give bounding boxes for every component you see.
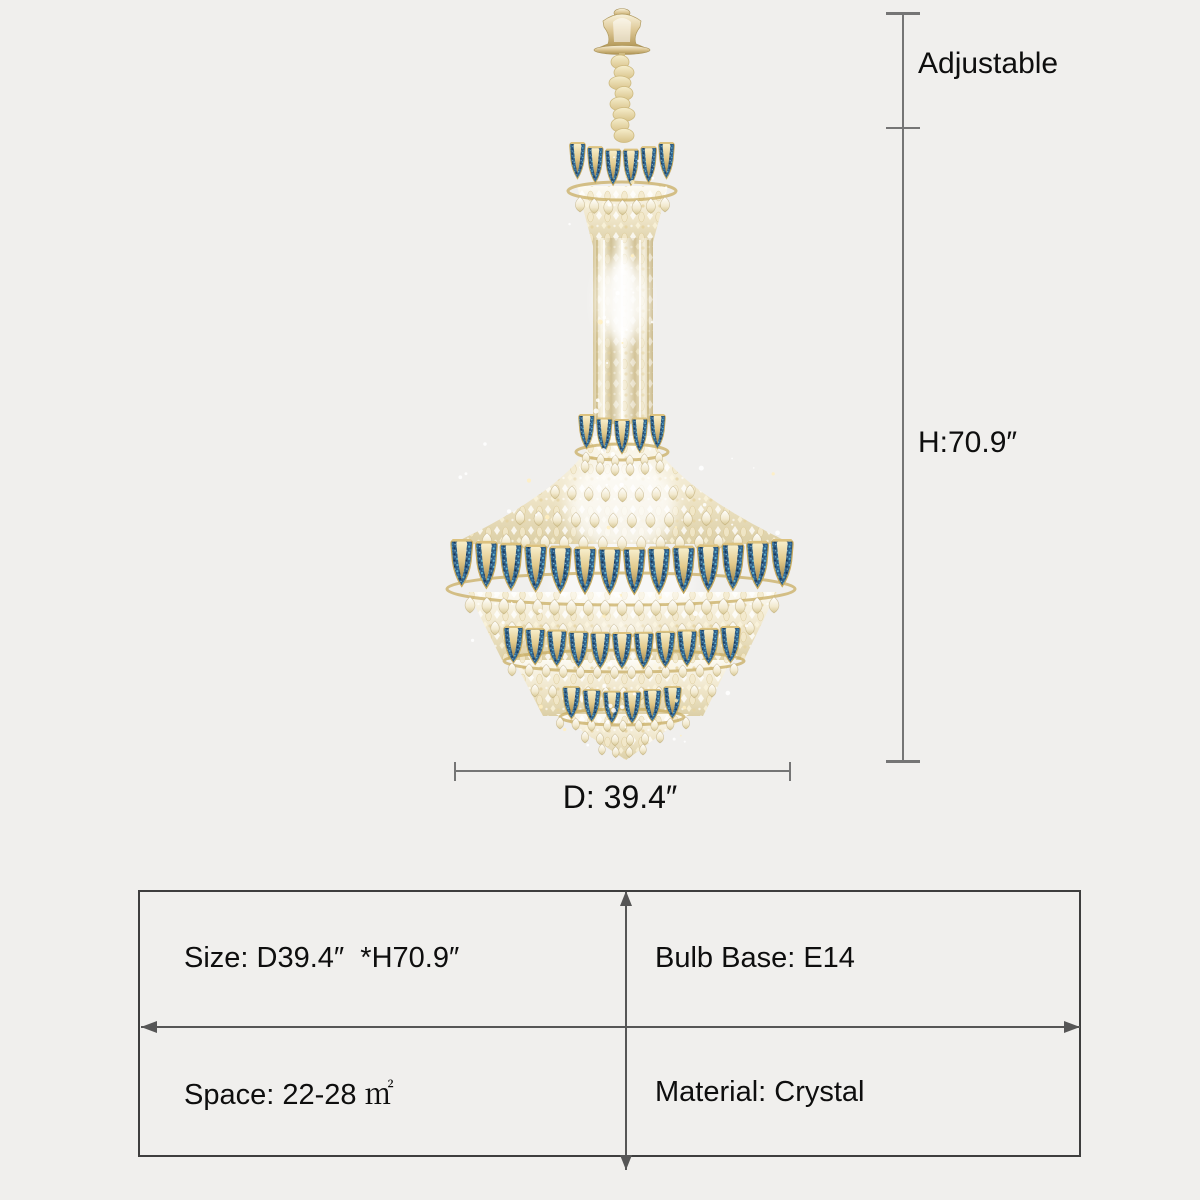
spec-cell-space: Space: 22-28 ㎡ <box>184 1079 394 1111</box>
height-dimension-line <box>902 13 904 762</box>
diameter-label: D: 39.4″ <box>562 779 678 815</box>
diameter-tick-right <box>789 762 791 781</box>
spec-cell-size: Size: D39.4″ *H70.9″ <box>184 942 460 974</box>
diameter-tick-left <box>454 762 456 781</box>
diameter-dimension-line <box>455 770 791 772</box>
spec-cell-material: Material: Crystal <box>655 1076 865 1108</box>
spec-cell-bulb-base: Bulb Base: E14 <box>655 942 855 974</box>
height-label: H:70.9″ <box>918 426 1018 459</box>
crystal-chain <box>609 55 635 143</box>
adjustable-label: Adjustable <box>918 47 1059 80</box>
height-tick-bottom <box>886 760 920 763</box>
height-tick-adjustable <box>886 127 920 129</box>
table-arrow-down-icon <box>620 1155 632 1170</box>
height-tick-top <box>886 12 920 15</box>
